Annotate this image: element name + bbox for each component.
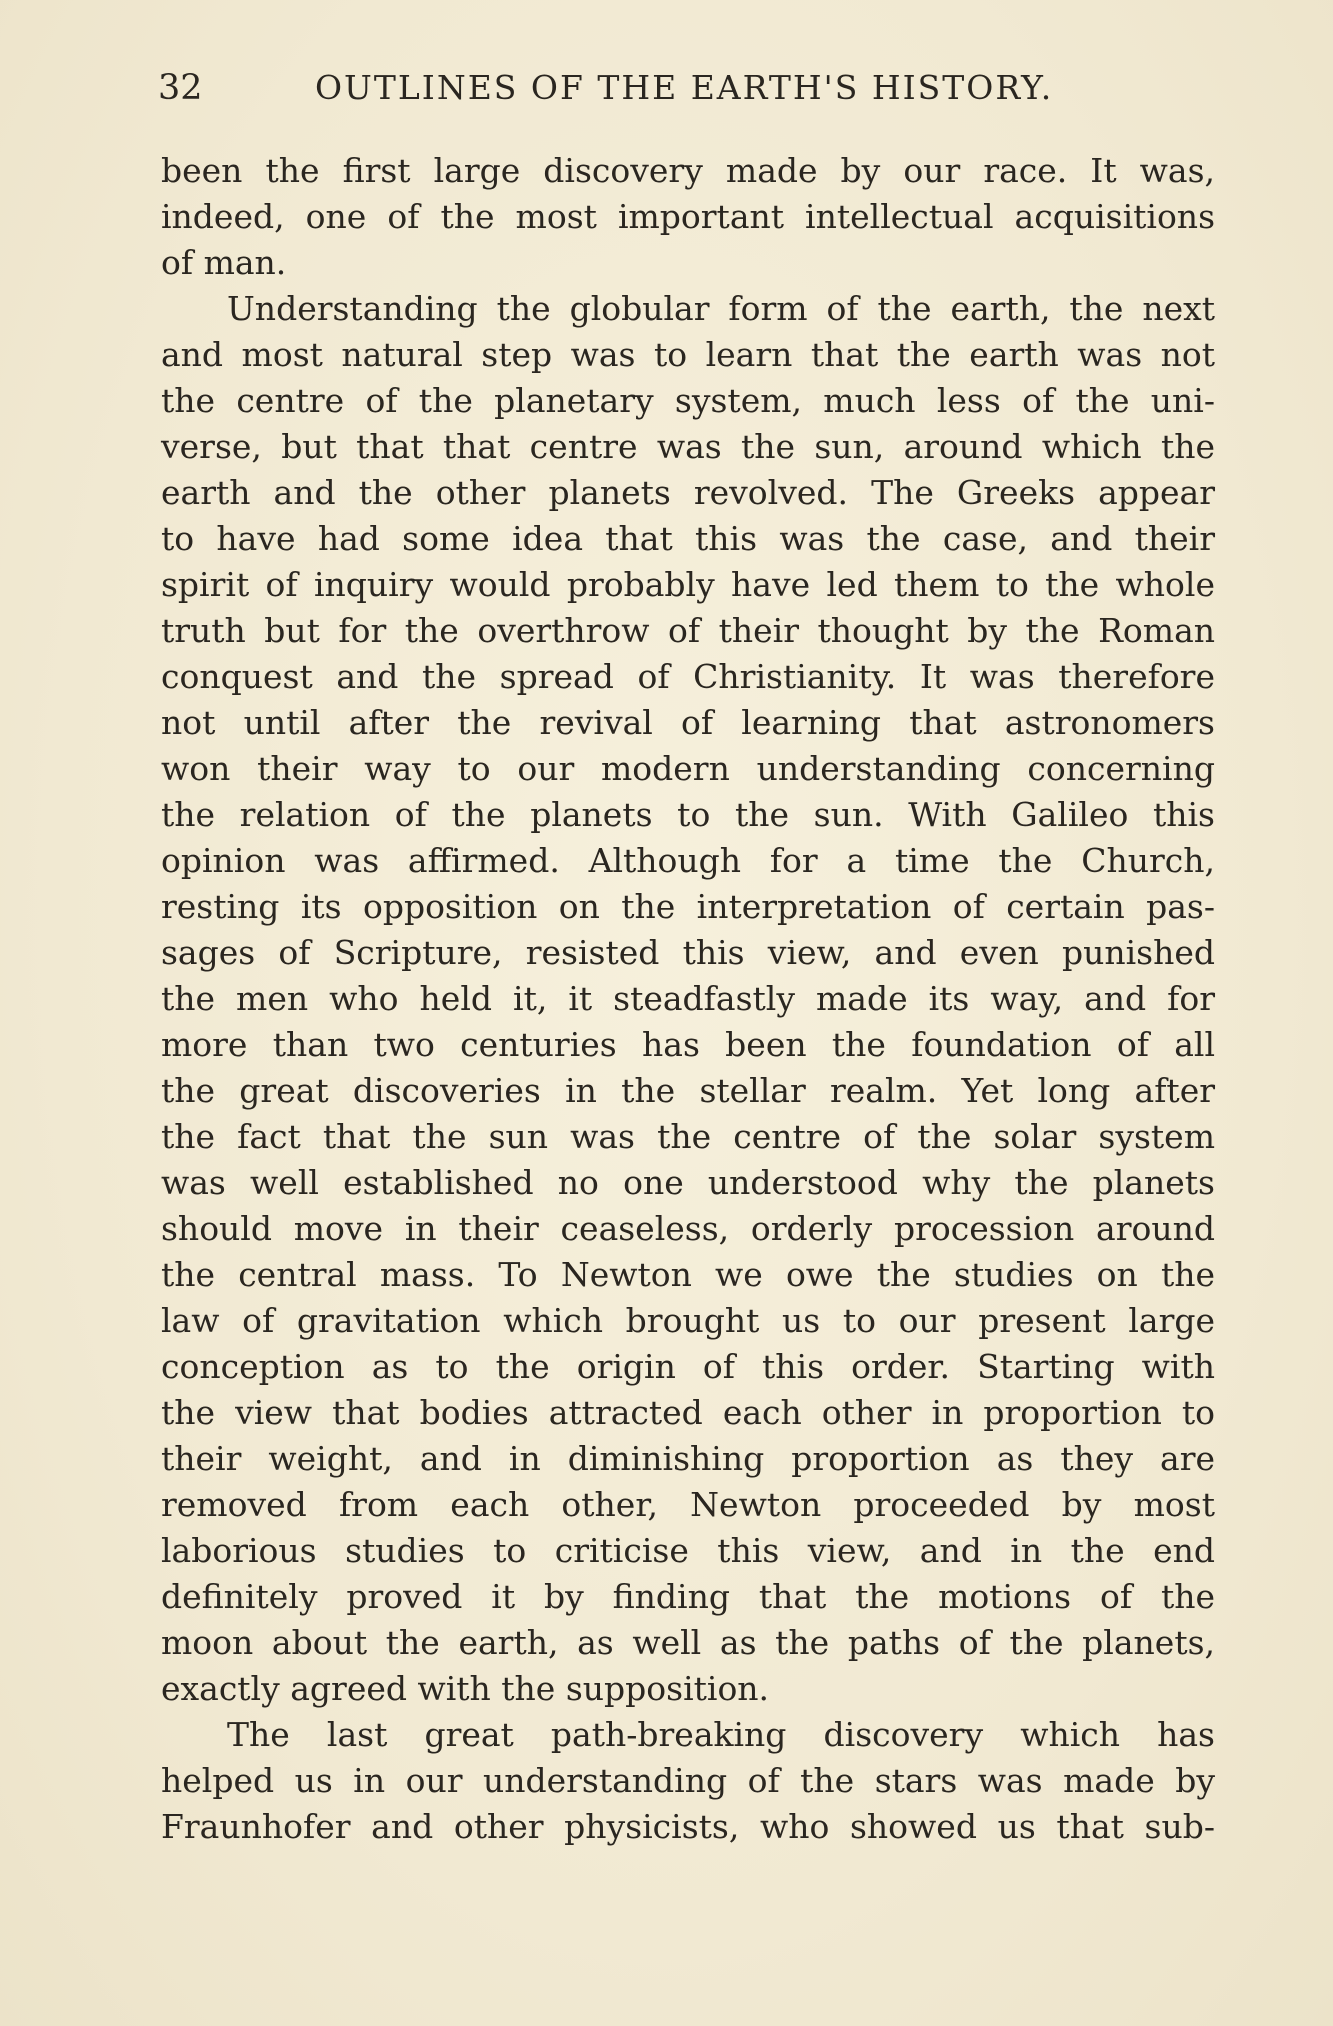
- text-line: resting its opposition on the interpretation of certain pas-: [161, 887, 1215, 926]
- text-line: of man.: [161, 243, 287, 282]
- page-number: 32: [158, 68, 203, 108]
- text-line: laborious studies to criticise this view, and in the end: [161, 1531, 1215, 1570]
- text-line: the centre of the planetary system, much less of the uni-: [161, 381, 1215, 420]
- page-header: [158, 64, 1218, 108]
- text-line: removed from each other, Newton proceeded by most: [161, 1485, 1215, 1524]
- text-line: to have had some idea that this was the case, and their: [161, 519, 1215, 558]
- text-line: conquest and the spread of Christianity. It was therefore: [161, 657, 1215, 696]
- text-line: the relation of the planets to the sun. With Galileo this: [161, 795, 1215, 834]
- text-line: not until after the revival of learning that astronomers: [161, 703, 1215, 742]
- running-head: OUTLINES OF THE EARTH'S HISTORY.: [315, 68, 1054, 107]
- text-line: helped us in our understanding of the stars was made by: [161, 1761, 1215, 1800]
- text-line: moon about the earth, as well as the paths of the planets,: [161, 1623, 1215, 1662]
- text-line: law of gravitation which brought us to our present large: [161, 1301, 1215, 1340]
- text-line: the view that bodies attracted each other in proportion to: [161, 1393, 1215, 1432]
- text-line: exactly agreed with the supposition.: [161, 1669, 770, 1708]
- text-line: more than two centuries has been the foundation of all: [161, 1025, 1215, 1064]
- text-line: indeed, one of the most important intellectual acquisitions: [161, 197, 1215, 236]
- text-line: was well established no one understood why the planets: [161, 1163, 1215, 1202]
- paragraph-first-line: Understanding the globular form of the earth, the next: [227, 289, 1215, 328]
- text-line: should move in their ceaseless, orderly procession around: [161, 1209, 1215, 1248]
- text-line: truth but for the overthrow of their thought by the Roman: [161, 611, 1215, 650]
- text-line: Fraunhofer and other physicists, who showed us that sub-: [161, 1807, 1215, 1846]
- text-line: earth and the other planets revolved. The Greeks appear: [161, 473, 1215, 512]
- text-line: won their way to our modern understanding concerning: [161, 749, 1215, 788]
- text-line: sages of Scripture, resisted this view, and even punished: [161, 933, 1215, 972]
- text-line: the central mass. To Newton we owe the studies on the: [161, 1255, 1215, 1294]
- text-line: and most natural step was to learn that the earth was not: [161, 335, 1215, 374]
- paragraph-first-line: The last great path-breaking discovery which has: [227, 1715, 1215, 1754]
- text-line: conception as to the origin of this order. Starting with: [161, 1347, 1215, 1386]
- text-line: opinion was affirmed. Although for a time the Church,: [161, 841, 1215, 880]
- text-line: the men who held it, it steadfastly made its way, and for: [161, 979, 1215, 1018]
- text-line: been the first large discovery made by our race. It was,: [161, 151, 1215, 190]
- text-line: the fact that the sun was the centre of the solar system: [161, 1117, 1215, 1156]
- text-line: verse, but that that centre was the sun, around which the: [161, 427, 1215, 466]
- text-line: the great discoveries in the stellar realm. Yet long after: [161, 1071, 1215, 1110]
- text-line: definitely proved it by finding that the motions of the: [161, 1577, 1215, 1616]
- text-line: their weight, and in diminishing proportion as they are: [161, 1439, 1215, 1478]
- text-line: spirit of inquiry would probably have led them to the whole: [161, 565, 1215, 604]
